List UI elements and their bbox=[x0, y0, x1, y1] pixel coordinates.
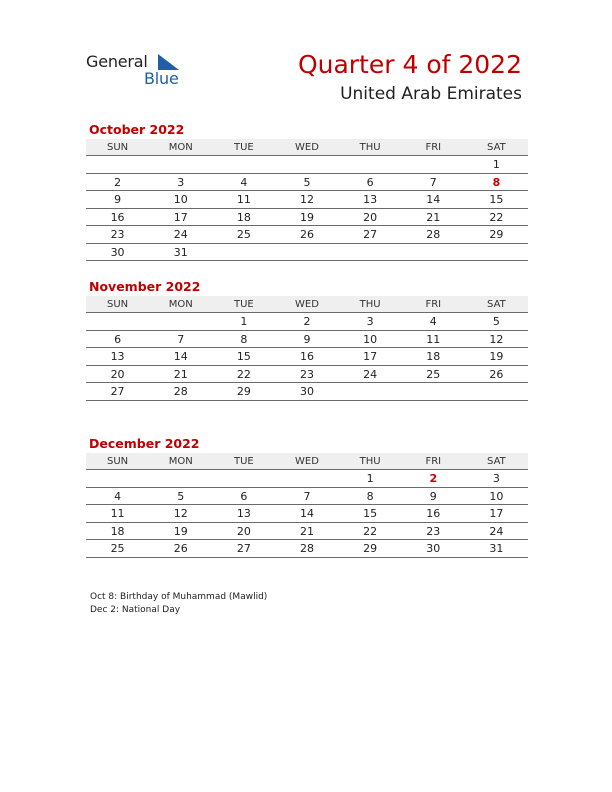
empty-day-cell bbox=[149, 313, 212, 330]
day-cell: 2 bbox=[303, 315, 311, 328]
day-cell: 17 bbox=[363, 350, 378, 363]
day-cell: 26 bbox=[299, 228, 314, 241]
day-cell: 8 bbox=[240, 332, 248, 346]
empty-day-cell bbox=[86, 156, 149, 173]
week-row bbox=[86, 505, 528, 523]
weekday-label: WED bbox=[295, 299, 319, 310]
day-cell: 10 bbox=[363, 332, 378, 346]
empty-day-cell bbox=[339, 156, 402, 173]
day-cell: 11 bbox=[236, 193, 251, 206]
day-cell: 25 bbox=[426, 367, 441, 381]
empty-day-cell bbox=[402, 156, 465, 173]
day-cell: 4 bbox=[429, 315, 437, 328]
day-cell: 23 bbox=[299, 367, 314, 381]
day-cell: 30 bbox=[110, 245, 125, 259]
weekday-label: FRI bbox=[425, 299, 442, 310]
empty-day-cell bbox=[86, 313, 149, 330]
week-row bbox=[86, 348, 528, 366]
day-cell: 3 bbox=[177, 175, 185, 189]
day-cell: 3 bbox=[492, 472, 500, 485]
day-cell: 19 bbox=[299, 210, 314, 224]
weekday-label: MON bbox=[168, 142, 193, 153]
day-cell: 27 bbox=[110, 385, 125, 398]
day-cell: 1 bbox=[240, 315, 248, 328]
day-cell: 26 bbox=[489, 367, 504, 381]
empty-day-cell bbox=[465, 244, 528, 261]
day-cell: 8 bbox=[366, 489, 374, 503]
empty-day-cell bbox=[402, 383, 465, 400]
day-cell: 1 bbox=[366, 472, 374, 485]
week-row bbox=[86, 174, 528, 192]
day-cell: 6 bbox=[240, 489, 248, 503]
month-title: November 2022 bbox=[89, 279, 201, 294]
day-cell: 21 bbox=[299, 524, 314, 538]
day-cell: 27 bbox=[363, 228, 378, 241]
day-cell: 3 bbox=[366, 315, 374, 328]
empty-day-cell bbox=[465, 383, 528, 400]
day-cell: 12 bbox=[173, 507, 188, 520]
day-cell: 13 bbox=[236, 507, 251, 520]
week-row bbox=[86, 523, 528, 541]
weekday-label: THU bbox=[359, 299, 381, 310]
day-cell: 16 bbox=[110, 210, 125, 224]
country-name: United Arab Emirates bbox=[340, 84, 522, 104]
day-cell: 14 bbox=[426, 193, 441, 206]
weekday-label: SUN bbox=[106, 299, 129, 310]
holiday-notes bbox=[90, 591, 267, 616]
calendar-grid bbox=[86, 139, 528, 261]
month-october bbox=[86, 121, 528, 261]
day-cell: 24 bbox=[173, 228, 188, 241]
day-cell: 28 bbox=[173, 385, 188, 398]
day-cell: 26 bbox=[173, 542, 188, 555]
weekday-label: TUE bbox=[233, 456, 254, 467]
week-row bbox=[86, 156, 528, 174]
day-cell: 13 bbox=[110, 350, 125, 363]
weekday-header-row bbox=[86, 453, 528, 470]
day-cell: 11 bbox=[426, 332, 441, 346]
day-cell: 22 bbox=[363, 524, 378, 538]
week-row bbox=[86, 313, 528, 331]
day-cell: 5 bbox=[177, 489, 185, 503]
weekday-label: TUE bbox=[233, 299, 254, 310]
day-cell: 31 bbox=[173, 245, 188, 259]
empty-day-cell bbox=[212, 156, 275, 173]
empty-day-cell bbox=[402, 244, 465, 261]
weekday-label: WED bbox=[295, 456, 319, 467]
day-cell: 14 bbox=[299, 507, 314, 520]
empty-day-cell bbox=[339, 244, 402, 261]
empty-day-cell bbox=[212, 470, 275, 487]
week-row bbox=[86, 540, 528, 558]
day-cell: 18 bbox=[426, 350, 441, 363]
day-cell: 9 bbox=[114, 193, 122, 206]
week-row bbox=[86, 470, 528, 488]
day-cell: 19 bbox=[489, 350, 504, 363]
day-cell: 24 bbox=[489, 524, 504, 538]
calendar-grid bbox=[86, 296, 528, 401]
weekday-label: THU bbox=[359, 456, 381, 467]
week-row bbox=[86, 488, 528, 506]
day-cell: 30 bbox=[426, 542, 441, 555]
day-cell: 29 bbox=[489, 228, 504, 241]
day-cell: 22 bbox=[489, 210, 504, 224]
day-cell: 25 bbox=[236, 228, 251, 241]
day-cell: 5 bbox=[303, 175, 311, 189]
day-cell: 7 bbox=[177, 332, 185, 346]
day-cell: 23 bbox=[110, 228, 125, 241]
week-row bbox=[86, 331, 528, 349]
weekday-label: SAT bbox=[487, 299, 506, 310]
empty-day-cell bbox=[339, 383, 402, 400]
empty-day-cell bbox=[86, 470, 149, 487]
day-cell: 5 bbox=[492, 315, 500, 328]
day-cell: 6 bbox=[366, 175, 374, 189]
day-cell: 22 bbox=[236, 367, 251, 381]
day-cell: 18 bbox=[110, 524, 125, 538]
weekday-label: WED bbox=[295, 142, 319, 153]
empty-day-cell bbox=[275, 470, 338, 487]
week-row bbox=[86, 226, 528, 244]
day-cell: 29 bbox=[363, 542, 378, 555]
empty-day-cell bbox=[149, 156, 212, 173]
week-row bbox=[86, 191, 528, 209]
day-cell: 31 bbox=[489, 542, 504, 555]
day-cell: 11 bbox=[110, 507, 125, 520]
week-row bbox=[86, 244, 528, 262]
day-cell: 10 bbox=[489, 489, 504, 503]
month-november bbox=[86, 278, 528, 401]
day-cell: 21 bbox=[173, 367, 188, 381]
day-cell: 7 bbox=[429, 175, 437, 189]
weekday-label: THU bbox=[359, 142, 381, 153]
day-cell: 29 bbox=[236, 385, 251, 398]
day-cell: 10 bbox=[173, 193, 188, 206]
logo-text-general: General bbox=[86, 52, 148, 71]
day-cell: 9 bbox=[303, 332, 311, 346]
holiday-note: Dec 2: National Day bbox=[90, 604, 181, 615]
day-cell: 1 bbox=[492, 158, 500, 171]
day-cell: 4 bbox=[114, 489, 122, 503]
holiday-note: Oct 8: Birthday of Muhammad (Mawlid) bbox=[90, 592, 268, 602]
weekday-label: SAT bbox=[487, 456, 506, 467]
month-december bbox=[86, 435, 528, 558]
day-cell: 15 bbox=[236, 350, 251, 363]
day-cell: 12 bbox=[489, 332, 504, 346]
day-cell: 4 bbox=[240, 175, 248, 189]
empty-day-cell bbox=[212, 244, 275, 261]
day-cell: 15 bbox=[489, 193, 504, 206]
empty-day-cell bbox=[275, 244, 338, 261]
month-title: December 2022 bbox=[89, 436, 200, 451]
day-cell: 6 bbox=[114, 332, 122, 346]
weekday-label: MON bbox=[168, 456, 193, 467]
day-cell: 18 bbox=[236, 210, 251, 224]
weekday-label: FRI bbox=[425, 142, 442, 153]
calendar-grid bbox=[86, 453, 528, 558]
weekday-header-row bbox=[86, 296, 528, 313]
week-row bbox=[86, 366, 528, 384]
day-cell: 23 bbox=[426, 524, 441, 538]
day-cell: 21 bbox=[426, 210, 441, 224]
weekday-label: MON bbox=[168, 299, 193, 310]
weekday-label: FRI bbox=[425, 456, 442, 467]
weekday-label: SUN bbox=[106, 456, 129, 467]
day-cell: 19 bbox=[173, 524, 188, 538]
day-cell: 17 bbox=[489, 507, 504, 520]
day-cell: 13 bbox=[363, 193, 378, 206]
day-cell: 20 bbox=[110, 367, 125, 381]
empty-day-cell bbox=[149, 470, 212, 487]
day-cell: 24 bbox=[363, 367, 378, 381]
day-cell: 25 bbox=[110, 542, 125, 555]
month-title: October 2022 bbox=[89, 122, 185, 137]
day-cell: 14 bbox=[173, 350, 188, 363]
logo-text-blue: Blue bbox=[144, 69, 179, 88]
day-cell: 9 bbox=[429, 489, 437, 503]
page-title: Quarter 4 of 2022 bbox=[297, 50, 522, 79]
weekday-label: SUN bbox=[106, 142, 129, 153]
day-cell: 17 bbox=[173, 210, 188, 224]
holiday-day-cell: 8 bbox=[492, 175, 501, 189]
day-cell: 7 bbox=[303, 489, 311, 503]
day-cell: 28 bbox=[299, 542, 314, 555]
holiday-day-cell: 2 bbox=[429, 472, 438, 485]
day-cell: 20 bbox=[363, 210, 378, 224]
logo-triangle-icon bbox=[158, 54, 180, 70]
day-cell: 30 bbox=[299, 385, 314, 398]
day-cell: 20 bbox=[236, 524, 251, 538]
day-cell: 16 bbox=[299, 350, 314, 363]
empty-day-cell bbox=[275, 156, 338, 173]
logo bbox=[86, 52, 196, 92]
day-cell: 16 bbox=[426, 507, 441, 520]
weekday-label: TUE bbox=[233, 142, 254, 153]
weekday-header-row bbox=[86, 139, 528, 156]
weekday-label: SAT bbox=[487, 142, 506, 153]
day-cell: 28 bbox=[426, 228, 441, 241]
day-cell: 27 bbox=[236, 542, 251, 555]
week-row bbox=[86, 383, 528, 401]
day-cell: 15 bbox=[363, 507, 378, 520]
week-row bbox=[86, 209, 528, 227]
day-cell: 12 bbox=[299, 193, 314, 206]
day-cell: 2 bbox=[114, 175, 122, 189]
